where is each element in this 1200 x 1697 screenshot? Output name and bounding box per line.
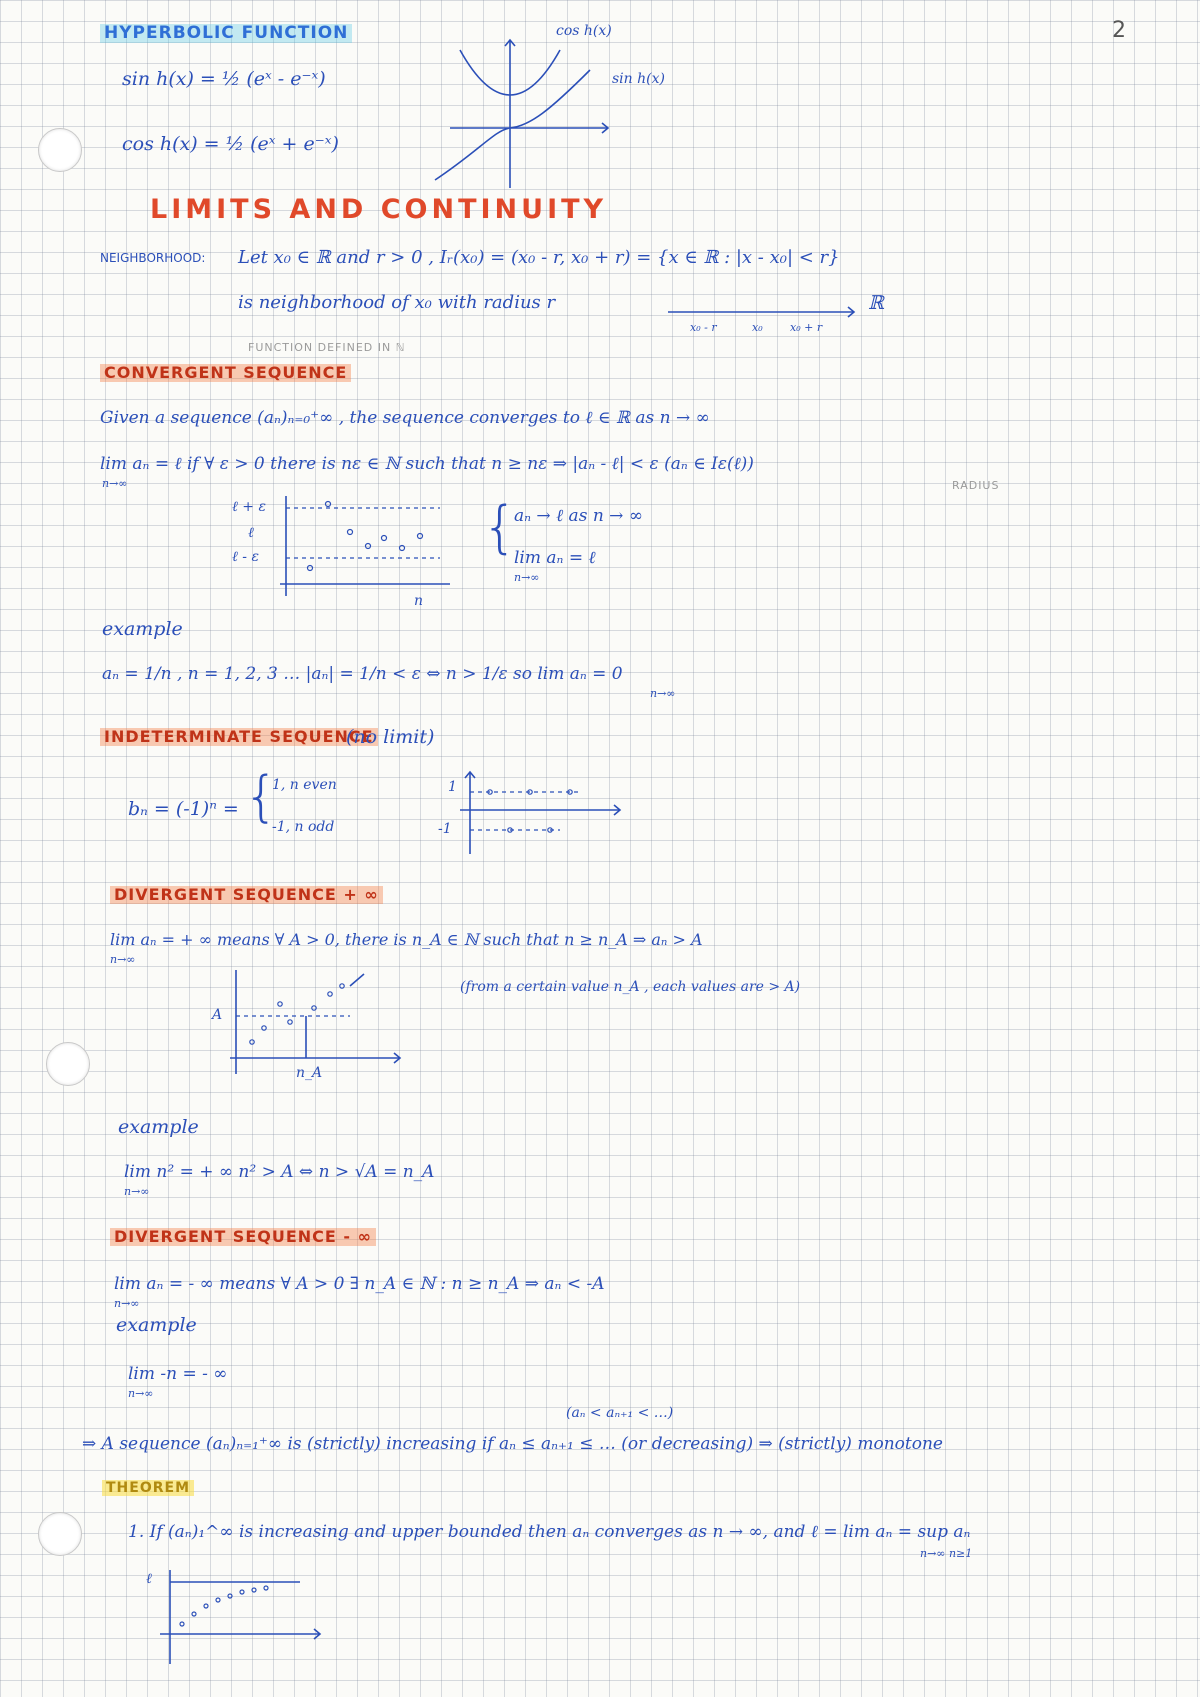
axis-label-R: ℝ bbox=[868, 292, 884, 314]
graph-label-l: ℓ bbox=[248, 525, 254, 541]
convergent-heading: CONVERGENT SEQUENCE bbox=[100, 364, 351, 382]
radius-note: RADIUS bbox=[952, 479, 1000, 492]
divergent-minus-example-label: example bbox=[116, 1314, 197, 1336]
divergent-minus-example-sub: n→∞ bbox=[128, 1387, 154, 1400]
indeterminate-case2: -1, n odd bbox=[272, 819, 335, 835]
convergent-brace: { bbox=[482, 495, 518, 560]
convergent-lim-sub: n→∞ bbox=[102, 477, 128, 490]
monotone-line: ⇒ A sequence (aₙ)ₙ₌₁⁺∞ is (strictly) increasing if aₙ ≤ aₙ₊₁ ≤ … (or decreasing) ⇒ (strictly) monotone bbox=[82, 1434, 943, 1454]
neighborhood-label: NEIGHBORHOOD: bbox=[100, 251, 206, 265]
convergent-graph bbox=[280, 496, 460, 609]
graph-label-l-plus-eps: ℓ + ε bbox=[232, 499, 266, 515]
example2-line: lim n² = + ∞ n² > A ⇔ n > √A = n_A bbox=[124, 1162, 435, 1182]
indeterminate-brace: { bbox=[244, 765, 279, 828]
divergent-minus-example-line: lim -n = - ∞ bbox=[128, 1364, 228, 1384]
example1-sub: n→∞ bbox=[650, 687, 676, 700]
sinh-graph-label: sin h(x) bbox=[612, 71, 665, 87]
binder-hole-top bbox=[38, 128, 82, 172]
binder-hole-middle bbox=[46, 1042, 90, 1086]
brace-line1: aₙ → ℓ as n → ∞ bbox=[514, 506, 643, 526]
monotone-above-note: (aₙ < aₙ₊₁ < …) bbox=[566, 1405, 674, 1421]
axis-label-left: x₀ - r bbox=[690, 321, 717, 334]
divergent-plus-sub: n→∞ bbox=[110, 953, 136, 966]
indeterminate-note: (no limit) bbox=[346, 726, 435, 748]
brace-sub: n→∞ bbox=[514, 571, 540, 584]
indeterminate-graph-label-1: 1 bbox=[448, 779, 457, 795]
neighborhood-axis bbox=[668, 300, 868, 340]
cosh-graph-label: cos h(x) bbox=[556, 23, 612, 39]
hyperbolic-heading: HYPERBOLIC FUNCTION bbox=[100, 24, 352, 43]
divergent-plus-note: (from a certain value n_A , each values are > A) bbox=[460, 979, 801, 995]
example1-label: example bbox=[102, 618, 183, 640]
convergent-line2: lim aₙ = ℓ if ∀ ε > 0 there is nε ∈ ℕ such that n ≥ nε ⇒ |aₙ - ℓ| < ε (aₙ ∈ Iε(ℓ)) bbox=[100, 454, 754, 474]
graph-label-n: n bbox=[414, 593, 424, 609]
theorem-subs: n→∞ n≥1 bbox=[920, 1547, 973, 1560]
indeterminate-graph-label-minus1: -1 bbox=[438, 821, 452, 837]
divergent-plus-graph bbox=[230, 970, 410, 1080]
brace-line2: lim aₙ = ℓ bbox=[514, 548, 596, 568]
page-title: LIMITS AND CONTINUITY bbox=[150, 194, 608, 225]
divergent-plus-heading: DIVERGENT SEQUENCE + ∞ bbox=[110, 886, 383, 904]
divergent-minus-line: lim aₙ = - ∞ means ∀ A > 0 ∃ n_A ∈ ℕ : n ≥ n_A ⇒ aₙ < -A bbox=[114, 1274, 605, 1294]
binder-hole-bottom bbox=[38, 1512, 82, 1556]
divergent-plus-line: lim aₙ = + ∞ means ∀ A > 0, there is n_A ∈ ℕ such that n ≥ n_A ⇒ aₙ > A bbox=[110, 930, 703, 949]
indeterminate-case1: 1, n even bbox=[272, 777, 337, 793]
hyperbolic-graph bbox=[440, 30, 620, 190]
divergent-plus-graph-label-nA: n_A bbox=[296, 1065, 323, 1081]
neighborhood-definition: Let x₀ ∈ ℝ and r > 0 , Iᵣ(x₀) = (x₀ - r, x₀ + r) = {x ∈ ℝ : |x - x₀| < r} bbox=[238, 247, 840, 268]
convergent-line1: Given a sequence (aₙ)ₙ₌₀⁺∞ , the sequence converges to ℓ ∈ ℝ as n → ∞ bbox=[100, 408, 710, 428]
theorem-graph-label-l: ℓ bbox=[146, 1571, 152, 1587]
cosh-formula: cos h(x) = ½ (eˣ + e⁻ˣ) bbox=[122, 133, 339, 155]
example2-sub: n→∞ bbox=[124, 1185, 150, 1198]
page-number: 2 bbox=[1112, 18, 1126, 43]
indeterminate-heading: INDETERMINATE SEQUENCE bbox=[100, 728, 378, 746]
example1-line: aₙ = 1/n , n = 1, 2, 3 … |aₙ| = 1/n < ε ⇔ n > 1/ε so lim aₙ = 0 bbox=[102, 664, 623, 684]
divergent-minus-heading: DIVERGENT SEQUENCE - ∞ bbox=[110, 1228, 376, 1246]
indeterminate-def: bₙ = (-1)ⁿ = bbox=[128, 798, 239, 820]
neighborhood-radius-text: is neighborhood of x₀ with radius r bbox=[238, 292, 556, 313]
example2-label: example bbox=[118, 1116, 199, 1138]
divergent-plus-graph-label-A: A bbox=[212, 1007, 223, 1023]
theorem-line: 1. If (aₙ)₁^∞ is increasing and upper bounded then aₙ converges as n → ∞, and ℓ = lim aₙ = sup aₙ bbox=[128, 1522, 971, 1542]
indeterminate-graph bbox=[460, 768, 630, 858]
graph-label-l-minus-eps: ℓ - ε bbox=[232, 549, 259, 565]
theorem-heading: THEOREM bbox=[102, 1480, 194, 1496]
axis-label-right: x₀ + r bbox=[790, 321, 823, 334]
theorem-graph bbox=[160, 1568, 330, 1668]
sinh-formula: sin h(x) = ½ (eˣ - e⁻ˣ) bbox=[122, 68, 326, 90]
pencil-note-function-defined: FUNCTION DEFINED IN ℕ bbox=[248, 341, 406, 354]
axis-label-center: x₀ bbox=[752, 321, 763, 334]
divergent-minus-sub: n→∞ bbox=[114, 1297, 140, 1310]
